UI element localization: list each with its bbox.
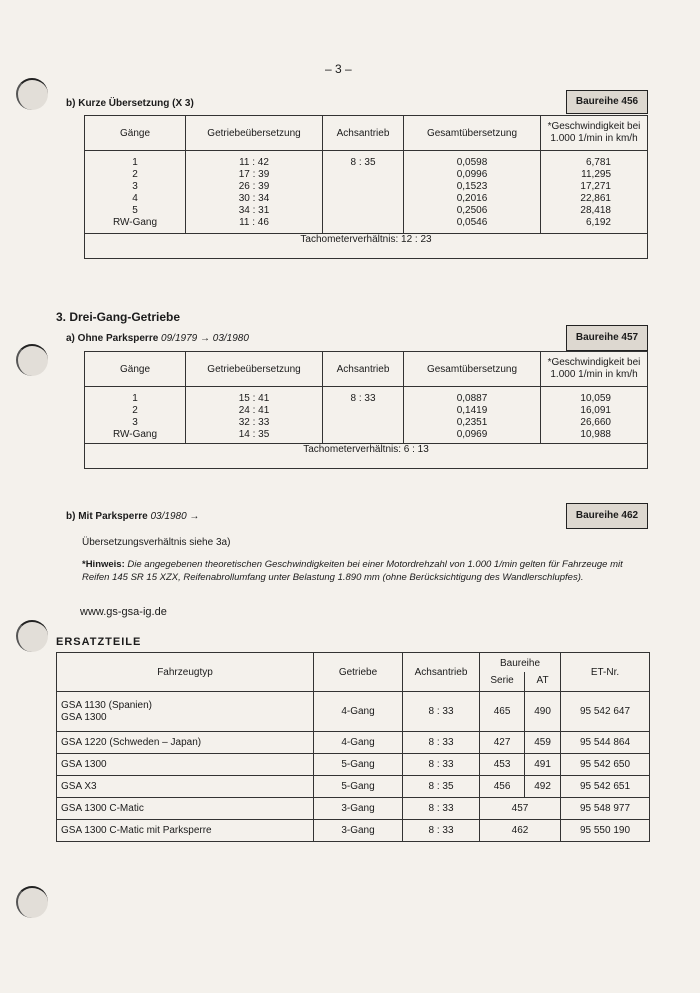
header-total: Gesamtübersetzung (404, 352, 541, 387)
hint-note (82, 558, 652, 584)
row-et: 95 542 647 (561, 692, 650, 732)
header-getriebe: Getriebe (314, 653, 403, 692)
section-3a-dates: 09/1979 → 03/1980 (161, 333, 249, 344)
section-b-title: b) Kurze Übersetzung (X 3) (66, 98, 194, 109)
section-3b-title (66, 511, 199, 522)
row-getriebe: 5-Gang (314, 776, 403, 798)
header-fahrzeugtyp: Fahrzeugtyp (57, 653, 314, 692)
binder-hole (16, 886, 48, 918)
row-getriebe: 4-Gang (314, 692, 403, 732)
row-serie: 453 (480, 754, 525, 776)
section-3a-title (66, 333, 249, 344)
tacho-ratio: Tachometerverhältnis: 12 : 23 (85, 234, 648, 259)
section-3b-label: b) Mit Parksperre (66, 511, 148, 522)
section-3b-dates: 03/1980 → (150, 511, 200, 522)
gears-column: 1 2 3 4 5 RW-Gang (85, 151, 186, 234)
header-etnr: ET-Nr. (561, 653, 650, 692)
total-column: 0,0598 0,0996 0,1523 0,2016 0,2506 0,0546 (404, 151, 541, 234)
row-et: 95 542 651 (561, 776, 650, 798)
header-speed: *Geschwindigkeit bei 1.000 1/min in km/h (541, 352, 648, 387)
row-getriebe: 3-Gang (314, 820, 403, 842)
speed-column: 10,059 16,091 26,660 10,988 (541, 387, 648, 444)
hint-text: Die angegebenen theoretischen Geschwindigkeiten bei einer Motordrehzahl von 1.000 1/min gelten für Fahrzeuge mit Reifen 145 SR 15 XZX, Reifenabrollumfang unter Belastung 1.890 mm (ohne Berücksichtigung des Wandlerschlupfes). (82, 559, 623, 583)
website[interactable]: www.gs-gsa-ig.de (80, 606, 167, 618)
section-3a-label: a) Ohne Parksperre (66, 333, 159, 344)
row-et: 95 544 864 (561, 732, 650, 754)
row-achs: 8 : 33 (403, 732, 480, 754)
table-row (57, 798, 650, 820)
page-number: – 3 – (325, 62, 352, 76)
row-at: 490 (525, 692, 561, 732)
header-at: AT (525, 672, 561, 692)
row-et: 95 550 190 (561, 820, 650, 842)
badge-baureihe-462: Baureihe 462 (566, 503, 648, 529)
row-typ: GSA X3 (57, 776, 314, 798)
row-achs: 8 : 33 (403, 798, 480, 820)
axle-value: 8 : 33 (323, 387, 404, 444)
parts-table (56, 652, 650, 842)
row-serie: 456 (480, 776, 525, 798)
table-row (57, 776, 650, 798)
row-at: 492 (525, 776, 561, 798)
row-et: 95 542 650 (561, 754, 650, 776)
header-total: Gesamtübersetzung (404, 116, 541, 151)
header-ratio: Getriebeübersetzung (186, 352, 323, 387)
header-gears: Gänge (85, 352, 186, 387)
section-3-title: 3. Drei-Gang-Getriebe (56, 310, 181, 324)
gears-column: 1 2 3 RW-Gang (85, 387, 186, 444)
gear-table-457 (84, 351, 648, 469)
header-speed: *Geschwindigkeit bei 1.000 1/min in km/h (541, 116, 648, 151)
row-serie: 427 (480, 732, 525, 754)
table-row (57, 754, 650, 776)
ratios-column: 11 : 42 17 : 39 26 : 39 30 : 34 34 : 31 11 : 46 (186, 151, 323, 234)
tacho-ratio: Tachometerverhältnis: 6 : 13 (85, 444, 648, 469)
ersatzteile-title: ERSATZTEILE (56, 636, 142, 648)
row-at: 491 (525, 754, 561, 776)
header-baureihe: Baureihe (480, 653, 561, 673)
row-typ: GSA 1130 (Spanien) GSA 1300 (57, 692, 314, 732)
binder-hole (16, 78, 48, 110)
row-typ: GSA 1300 (57, 754, 314, 776)
row-et: 95 548 977 (561, 798, 650, 820)
row-at: 459 (525, 732, 561, 754)
header-axle: Achsantrieb (323, 116, 404, 151)
row-achs: 8 : 33 (403, 820, 480, 842)
row-achs: 8 : 35 (403, 776, 480, 798)
header-gears: Gänge (85, 116, 186, 151)
row-typ: GSA 1300 C-Matic mit Parksperre (57, 820, 314, 842)
gear-table-456 (84, 115, 648, 259)
row-achs: 8 : 33 (403, 692, 480, 732)
row-typ: GSA 1300 C-Matic (57, 798, 314, 820)
speed-column: 6,781 11,295 17,271 22,861 28,418 6,192 (541, 151, 648, 234)
row-typ: GSA 1220 (Schweden – Japan) (57, 732, 314, 754)
header-achsantrieb: Achsantrieb (403, 653, 480, 692)
hint-label: *Hinweis: (82, 559, 125, 570)
badge-baureihe-457: Baureihe 457 (566, 325, 648, 351)
row-getriebe: 5-Gang (314, 754, 403, 776)
axle-value: 8 : 35 (323, 151, 404, 234)
header-serie: Serie (480, 672, 525, 692)
table-row (57, 820, 650, 842)
row-achs: 8 : 33 (403, 754, 480, 776)
table-row (57, 692, 650, 732)
row-baureihe: 462 (480, 820, 561, 842)
badge-baureihe-456: Baureihe 456 (566, 90, 648, 114)
row-getriebe: 3-Gang (314, 798, 403, 820)
row-serie: 465 (480, 692, 525, 732)
total-column: 0,0887 0,1419 0,2351 0,0969 (404, 387, 541, 444)
ratios-column: 15 : 41 24 : 41 32 : 33 14 : 35 (186, 387, 323, 444)
row-baureihe: 457 (480, 798, 561, 820)
row-getriebe: 4-Gang (314, 732, 403, 754)
binder-hole (16, 344, 48, 376)
section-3b-text: Übersetzungsverhältnis siehe 3a) (82, 537, 231, 548)
header-ratio: Getriebeübersetzung (186, 116, 323, 151)
binder-hole (16, 620, 48, 652)
header-axle: Achsantrieb (323, 352, 404, 387)
table-row (57, 732, 650, 754)
